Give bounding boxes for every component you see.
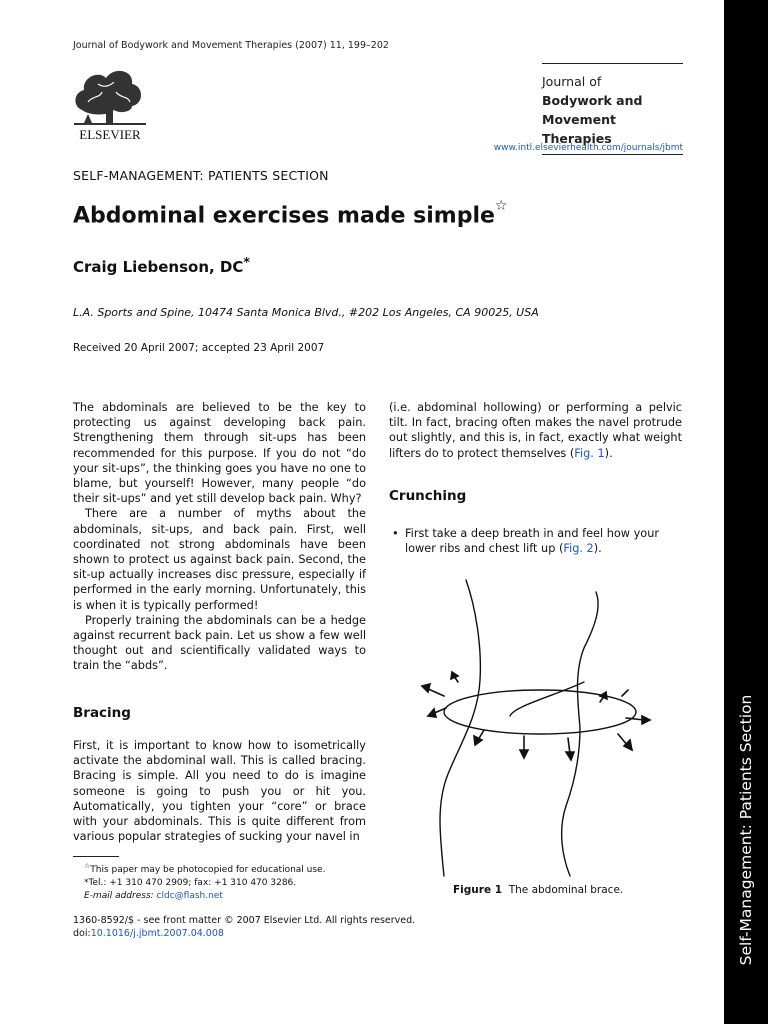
footnote-star-icon: ☆ bbox=[84, 862, 91, 870]
received-dates: Received 20 April 2007; accepted 23 April 2007 bbox=[73, 342, 325, 354]
author bbox=[73, 254, 250, 276]
fig2-link[interactable]: Fig. 2 bbox=[563, 542, 594, 556]
title-footnote-mark[interactable]: ☆ bbox=[494, 198, 508, 214]
right-column bbox=[389, 400, 682, 461]
doi-line bbox=[73, 927, 415, 940]
paragraph bbox=[389, 400, 682, 461]
author-footnote-mark[interactable]: * bbox=[243, 254, 250, 269]
paragraph-text: (i.e. abdominal hollowing) or performing a pelvic tilt. In fact, bracing often makes the navel protrude out slightly, and this is, in fact, exactly what weight lifters do to protect themselves ( bbox=[389, 401, 682, 460]
bullet-icon: • bbox=[392, 527, 399, 540]
journal-title-line1: Journal of bbox=[542, 74, 602, 89]
doi-label: doi: bbox=[73, 928, 91, 939]
paragraph: There are a number of myths about the abdominals, sit-ups, and back pain. First, well coordinated not strong abdominals have been shown to protect us against back pain. Second, the sit-up actually increases disc pressure, especially if performed in the early morning. Unfortunately, this is when it is typically performed! bbox=[73, 507, 366, 612]
footnote-text: This paper may be photocopied for educational use. bbox=[90, 865, 326, 875]
running-head: Journal of Bodywork and Movement Therapies (2007) 11, 199–202 bbox=[73, 40, 389, 51]
fig1-link[interactable]: Fig. 1 bbox=[574, 446, 605, 460]
side-tab-label: Self-Management: Patients Section bbox=[737, 694, 755, 966]
section-label: SELF-MANAGEMENT: PATIENTS SECTION bbox=[73, 168, 329, 183]
left-column bbox=[73, 400, 366, 674]
figure-caption bbox=[453, 884, 623, 896]
figure-abdominal-brace bbox=[414, 578, 664, 878]
torso-illustration bbox=[414, 578, 664, 878]
paragraph: Properly training the abdominals can be a hedge against recurrent back pain. Let us show a few well thought out and scientifically validated ways to train the “abds”. bbox=[73, 613, 366, 673]
doi-link[interactable]: 10.1016/j.jbmt.2007.04.008 bbox=[90, 928, 224, 939]
tree-icon bbox=[70, 62, 150, 142]
copyright-line: 1360-8592/$ - see front matter © 2007 Elsevier Ltd. All rights reserved. bbox=[73, 915, 416, 926]
left-column-continued bbox=[73, 738, 366, 844]
paragraph: First, it is important to know how to isometrically activate the abdominal wall. This is called bracing. Bracing is simple. All you need to do is imagine someone is going to push you or hit you. Automatically, you tighten your “core” or brace with your abdominals. This is quite different from various popular strategies of sucking your navel in bbox=[73, 739, 366, 844]
bullet-text: First take a deep breath in and feel how your lower ribs and chest lift up ( bbox=[405, 527, 660, 556]
footnote-3 bbox=[84, 890, 325, 903]
heading-crunching: Crunching bbox=[389, 488, 467, 504]
author-name: Craig Liebenson, DC bbox=[73, 258, 244, 276]
email-link[interactable]: cldc@flash.net bbox=[156, 891, 223, 901]
bullet-text: ). bbox=[593, 542, 602, 556]
paragraph-text: ). bbox=[604, 446, 613, 460]
copyright-block bbox=[73, 914, 415, 940]
footnote-divider bbox=[73, 856, 119, 857]
journal-title-box bbox=[542, 63, 683, 155]
figure-caption-text: The abdominal brace. bbox=[508, 884, 624, 896]
journal-url-link[interactable]: www.intl.elsevierhealth.com/journals/jbmt bbox=[493, 143, 683, 153]
front-contour bbox=[562, 592, 598, 876]
article-title bbox=[73, 198, 508, 229]
svg-text:ELSEVIER: ELSEVIER bbox=[79, 127, 141, 142]
affiliation: L.A. Sports and Spine, 10474 Santa Monica Blvd., #202 Los Angeles, CA 90025, USA bbox=[73, 306, 539, 319]
footnotes bbox=[84, 860, 325, 903]
figure-label: Figure 1 bbox=[453, 884, 503, 896]
footnote-1 bbox=[84, 860, 325, 877]
waist-line-back bbox=[510, 682, 584, 716]
title-text: Abdominal exercises made simple bbox=[73, 203, 495, 229]
email-label: E-mail address: bbox=[84, 891, 154, 901]
side-tab bbox=[724, 0, 768, 1024]
heading-bracing: Bracing bbox=[73, 705, 131, 721]
elsevier-logo bbox=[70, 62, 150, 142]
journal-title-line3: Movement Therapies bbox=[542, 112, 617, 146]
footnote-2: *Tel.: +1 310 470 2909; fax: +1 310 470 3286. bbox=[84, 878, 297, 888]
bullet-item bbox=[389, 526, 682, 556]
paragraph: The abdominals are believed to be the key to protecting us against developing back pain. Strengthening them through sit-ups has been recommended for this purpose. If you do not “do your sit-ups”, the thinking goes you have no one to blame, but yourself! However, many people “do their sit-ups” and yet still develop back pain. Why? bbox=[73, 401, 366, 506]
journal-title-line2: Bodywork and bbox=[542, 93, 643, 108]
